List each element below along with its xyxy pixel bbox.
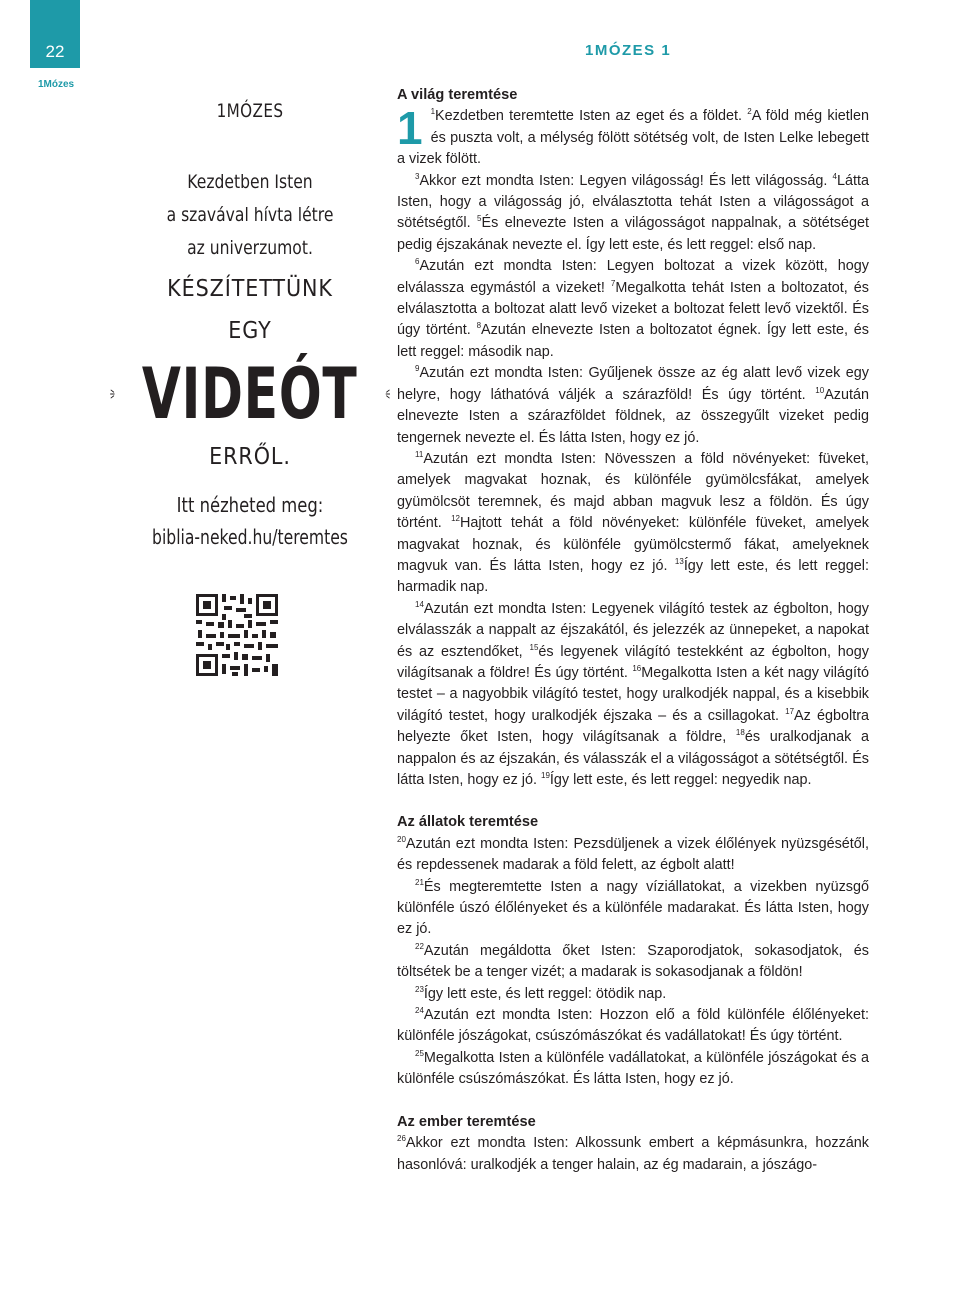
verse-number: 26 (397, 1134, 406, 1144)
verse-number: 2 (747, 107, 752, 117)
section-gap (397, 791, 869, 812)
paragraph (397, 256, 869, 363)
verse-text: Látta Isten, hogy a világosság jó, elválasztotta tehát Isten a világosságot a sötétségtől. (397, 172, 869, 232)
verse-text: Így lett este, és lett reggel: harmadik nap. (397, 557, 869, 596)
paragraph (397, 877, 869, 941)
verse-number: 11 (415, 450, 424, 460)
verse-number: 22 (415, 942, 424, 952)
verse-text: Azután ezt mondta Isten: Hozzon elő a föld különféle élőlényeket: különféle jószágokat, csúszómászókat és vadállatokat! És úgy történt. (397, 1007, 869, 1045)
running-head: 1MÓZES 1 (585, 42, 672, 59)
verse-text: Az égboltra helyezte őket Isten, hogy világítsanak a földre, (397, 707, 869, 746)
verse-number: 23 (415, 984, 424, 994)
paragraph (397, 941, 869, 984)
verse-number: 7 (610, 278, 616, 288)
verse-number: 25 (415, 1049, 424, 1059)
verse-number: 16 (632, 664, 642, 674)
promo-watch-text: Itt nézheted meg: (176, 493, 324, 517)
page-number-tab (30, 0, 80, 68)
promo-caps-3: ERRŐL. (209, 444, 291, 470)
paragraph (397, 171, 869, 257)
section-heading-world: A világ teremtése (397, 87, 518, 103)
verse-number: 17 (785, 706, 795, 716)
paragraph (397, 599, 869, 792)
section-gap (397, 1091, 869, 1112)
spark-left-icon (110, 373, 116, 415)
verse-text: Azután ezt mondta Isten: Növesszen a föld növényeket: füveket, amelyek magvakat hoznak, és különféle gyümölcsfákat, amelyek gyümölcsöt teremnek, és majd abban magvuk lesz a földön. És úgy történt. (397, 450, 869, 532)
verse-number: 19 (541, 771, 550, 781)
verse-number: 8 (476, 321, 482, 331)
paragraph (397, 1005, 869, 1048)
verse-text: Megalkotta Isten a különféle vadállatokat, a különféle jószágokat és a különféle csúszómászókat. És látta Isten, hogy ez jó. (397, 1049, 869, 1088)
paragraph (397, 1048, 869, 1091)
verse-text: Azután megáldotta őket Isten: Szaporodjatok, sokasodjatok, és töltsétek be a tenger vizét; a madarak is sokasodjanak a földön! (397, 942, 869, 981)
verse-number: 24 (415, 1006, 424, 1016)
video-promo (110, 100, 390, 553)
verse-text: és uralkodjanak a nappalon és az éjszakán, és válasszák el a világosságot a sötétségtől. És látta Isten, hogy ez jó. (397, 729, 869, 788)
verse-text: És megteremtette Isten a nagy víziállatokat, a vizekben nyüzsgő különféle úszó élőlényeket és a különféle madarakat. És látta Isten, hogy ez jó. (397, 878, 869, 938)
verse-number: 1 (430, 107, 436, 117)
verse-number: 4 (832, 171, 837, 181)
verse-number: 9 (415, 364, 420, 374)
book-label: 1Mózes (38, 79, 75, 90)
spark-right-icon (384, 373, 390, 415)
promo-title: 1MÓZES (216, 100, 284, 122)
verse-text: És elnevezte Isten a világosságot nappalnak, a sötétséget pedig éjszakának nevezte el. Így lett este, és lett reggel: első nap. (397, 215, 869, 253)
promo-big-row (110, 353, 390, 435)
verse-text: Megalkotta Isten a két nagy világító testet – a nagyobbik világító testet, hogy uralkodjék nappal, és a kisebbik világító testet, hogy uralkodjék éjszaka – és a csillagokat. (397, 664, 869, 724)
verse-text: Azután elnevezte Isten a szárazföldet földnek, az összegyűlt vizeket pedig tengernek nevezte el. És látta Isten, hogy ez jó. (397, 386, 869, 446)
verse-number: 3 (415, 171, 420, 181)
section-heading-animals: Az állatok teremtése (397, 814, 539, 831)
promo-caps-1: KÉSZÍTETTÜNK (167, 276, 333, 302)
verse-number: 12 (451, 514, 460, 524)
verse-text: Azután elnevezte Isten a boltozatot égnek. Így lett este, és lett reggel: második nap. (397, 322, 870, 360)
promo-line-2: a szavával hívta létre (166, 204, 334, 226)
verse-text: Azután ezt mondta Isten: Pezsdüljenek a vizek élőlények nyüzsgésétől, és repdessenek madarak a föld felett, az égbolt alatt! (397, 835, 869, 874)
promo-line-3: az univerzumot. (187, 237, 313, 259)
verse-number: 20 (397, 835, 406, 845)
main-text-column (397, 85, 869, 1176)
verse-number: 13 (674, 557, 684, 567)
promo-line-1: Kezdetben Isten (187, 171, 313, 193)
verse-text: Akkor ezt mondta Isten: Legyen világosság! És lett világosság. (419, 172, 833, 189)
verse-text: Megalkotta tehát Isten a boltozatot, és elválasztotta a boltozat alatt levő vizeket a boltozat felett levő vizektől. És úgy történt. (397, 279, 869, 339)
paragraph (397, 834, 869, 877)
verse-text: Azután ezt mondta Isten: Legyenek világító testek az égbolton, hogy elválasszák a nappalt az éjszakától, és jelezzék az ünnepeket, a napokat és az esztendőket, (397, 600, 869, 660)
section-heading-human: Az ember teremtése (397, 1113, 536, 1130)
verse-text: Azután ezt mondta Isten: Gyűljenek össze az ég alatt levő vizek egy helyre, hogy láthatóvá váljék a szárazföld! És úgy történt. (397, 365, 869, 403)
chapter-number: 1 (397, 102, 423, 155)
verse-number: 6 (415, 257, 420, 267)
paragraph (397, 984, 869, 1005)
verse-text: Kezdetben teremtette Isten az eget és a földet. (435, 108, 748, 125)
verse-number: 21 (415, 877, 424, 887)
verse-text: Így lett este, és lett reggel: ötödik nap. (423, 985, 667, 1002)
verse-text: Így lett este, és lett reggel: negyedik nap. (549, 772, 812, 788)
verse-text: Azután ezt mondta Isten: Legyen boltozat a vizek között, hogy elválassza egymástól a vizeket! (397, 258, 869, 296)
promo-url[interactable]: biblia-neked.hu/teremtes (152, 525, 348, 549)
verse-text: Akkor ezt mondta Isten: Alkossunk embert a képmásunkra, hozzánk hasonlóvá: uralkodjék a tenger halain, az ég madarain, a jószágo- (397, 1135, 869, 1173)
verse-number: 15 (529, 642, 539, 652)
promo-caps-2: EGY (228, 318, 272, 344)
qr-code-icon[interactable] (196, 594, 278, 676)
paragraph (397, 363, 869, 449)
verse-number: 14 (415, 599, 424, 609)
verse-text: és legyenek világító testekként az égbolton, hogy világítsanak a földre! És úgy történt. (397, 643, 869, 681)
verse-number: 5 (477, 214, 482, 224)
paragraph (397, 449, 869, 599)
paragraph (397, 102, 869, 170)
page-number: 22 (45, 42, 65, 61)
verse-text: Hajtott tehát a föld növényeket: különféle füveket, amelyek magvakat hoznak, és különféle gyümölcstermő fákat, amelyeknek magvuk van. És látta Isten, hogy ez jó. (397, 515, 870, 574)
paragraph (397, 1133, 869, 1176)
verse-number: 10 (815, 385, 825, 395)
verse-text: A föld még kietlen és puszta volt, a mélység fölött sötétség volt, de Isten Lelke lebegett a vizek fölött. (397, 108, 869, 168)
promo-big-word: VIDEÓT (142, 353, 358, 435)
verse-number: 18 (735, 728, 745, 738)
